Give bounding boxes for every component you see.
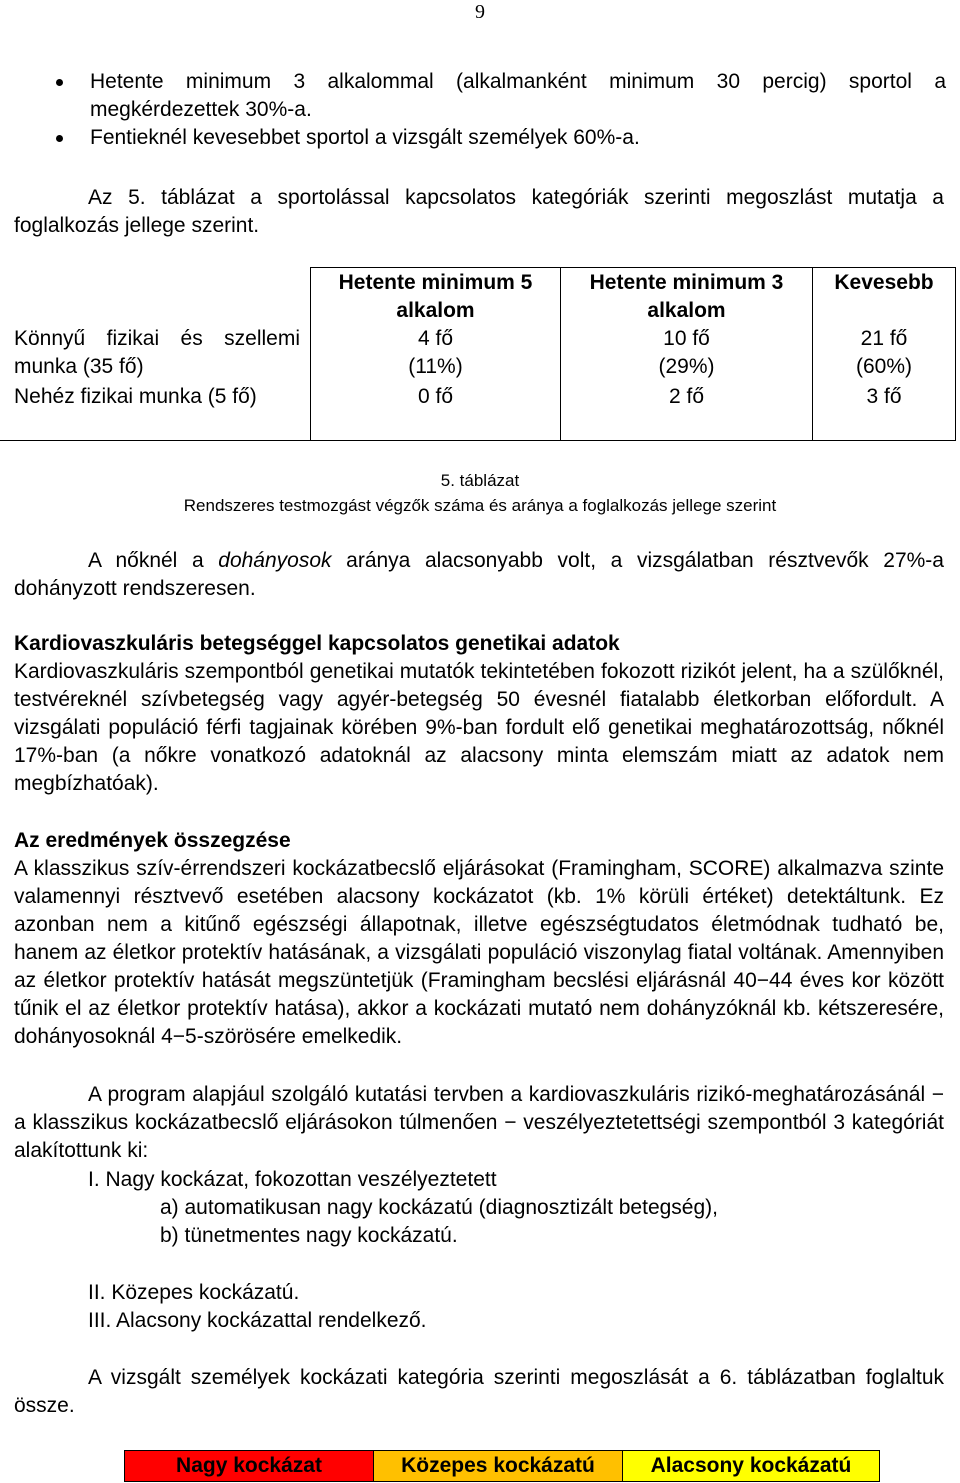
cardio-paragraph: Kardiovaszkuláris szempontból genetikai mutatók tekintetében fokozott rizikót jelent, ha a szülőknél, testvéreknél szívbetegség vagy agyér-betegség 50 évesnél fiatalabb életkorban előfordult. A vizsgálati populáció férfi tagjainak körében 9%-ban fordult elő genetikai meghatározottság, nőknél 17%-ban (a nőkre vonatkozó adatoknál az alacsony minta elemszám miatt az adatok nem megbízhatóak). xyxy=(14,660,944,795)
smoking-paragraph: A nőknél a dohányosok aránya alacsonyabb volt, a vizsgálatban résztvevők 27%-a dohányzott rendszeresen. xyxy=(14,549,944,600)
cell-light-less-pct: (60%) xyxy=(855,355,913,378)
intro-paragraph: Az 5. táblázat a sportolással kapcsolatos kategóriák szerinti megoszlást mutatja a foglalkozás jellege szerint. xyxy=(14,186,944,237)
header-kevesebb: Kevesebb xyxy=(834,271,934,294)
table-5 xyxy=(0,267,960,441)
table-caption-number: 5. táblázat xyxy=(440,471,520,490)
category-2: II. Közepes kockázatú. xyxy=(88,1281,300,1304)
legend-low-risk: Alacsony kockázatú xyxy=(623,1451,879,1481)
summary-paragraph-2: A program alapjául szolgáló kutatási tervben a kardiovaszkuláris rizikó-meghatározásánál − a klasszikus kockázatbecslő eljárásokon túlmenően − veszélyeztetettségi szempontból 3 kategóriát alakítottunk ki: xyxy=(14,1083,944,1162)
category-1a: a) automatikusan nagy kockázatú (diagnosztizált betegség), xyxy=(160,1196,718,1219)
bullet-item: Hetente minimum 3 alkalommal (alkalmanként minimum 30 percig) sportol a megkérdezettek 30%-a. xyxy=(50,68,946,124)
cell-light-min5-count: 4 fő xyxy=(417,327,454,350)
legend-high-risk: Nagy kockázat xyxy=(125,1451,374,1481)
row-label-light-work: Könnyű fizikai és szellemi munka (35 fő) xyxy=(14,327,300,378)
summary-paragraph-1: A klasszikus szív-érrendszeri kockázatbecslő eljárásokat (Framingham, SCORE) alkalmazva szinte valamennyi résztvevő esetében alacsony kockázatot (kb. 1% körüli értéket) detektáltunk. Ez azonban nem a kitűnő egészségi állapotnak, illetve egészségtudatos életmódnak tudható be, hanem az életkor protektív hatásának, a vizsgálati populáció viszonylag fiatal voltának. Amennyiben az életkor protektív hatását megszüntetjük (Framingham becslési eljárásnál 40−44 éves kor között tűnik el az életkor protektív hatása), akkor a kockázati mutató nem dohányzóknál kb. kétszeresére, dohányosoknál 4−5-szörösére emelkedik. xyxy=(14,857,944,1048)
cell-heavy-less: 3 fő xyxy=(866,385,902,408)
category-1b: b) tünetmentes nagy kockázatú. xyxy=(160,1224,458,1247)
risk-legend xyxy=(124,1450,880,1482)
bullet-list xyxy=(50,68,946,152)
page-number: 9 xyxy=(475,1,485,23)
cell-light-min3-count: 10 fő xyxy=(663,327,710,350)
cardio-heading: Kardiovaszkuláris betegséggel kapcsolatos genetikai adatok xyxy=(14,632,620,655)
summary-paragraph-3: A vizsgált személyek kockázati kategória szerinti megoszlását a 6. táblázatban foglaltuk össze. xyxy=(14,1366,944,1417)
category-3: III. Alacsony kockázattal rendelkező. xyxy=(88,1309,427,1332)
bullet-item: Fentieknél kevesebbet sportol a vizsgált személyek 60%-a. xyxy=(50,124,946,152)
summary-heading: Az eredmények összegzése xyxy=(14,829,291,852)
legend-medium-risk: Közepes kockázatú xyxy=(374,1451,623,1481)
cell-light-less-count: 21 fő xyxy=(860,327,908,350)
cell-heavy-min3: 2 fő xyxy=(668,385,705,408)
row-label-heavy-work: Nehéz fizikai munka (5 fő) xyxy=(14,385,257,408)
header-min5: Hetente minimum 5 alkalom xyxy=(338,271,533,322)
header-min3: Hetente minimum 3 alkalom xyxy=(589,271,784,322)
category-1: I. Nagy kockázat, fokozottan veszélyeztetett xyxy=(88,1168,497,1191)
cell-light-min3-pct: (29%) xyxy=(658,355,715,378)
smoking-emphasis: dohányosok xyxy=(218,549,332,572)
cell-light-min5-pct: (11%) xyxy=(408,355,463,378)
table-caption-text: Rendszeres testmozgást végzők száma és aránya a foglalkozás jellege szerint xyxy=(183,496,777,515)
cell-heavy-min5: 0 fő xyxy=(417,385,454,408)
